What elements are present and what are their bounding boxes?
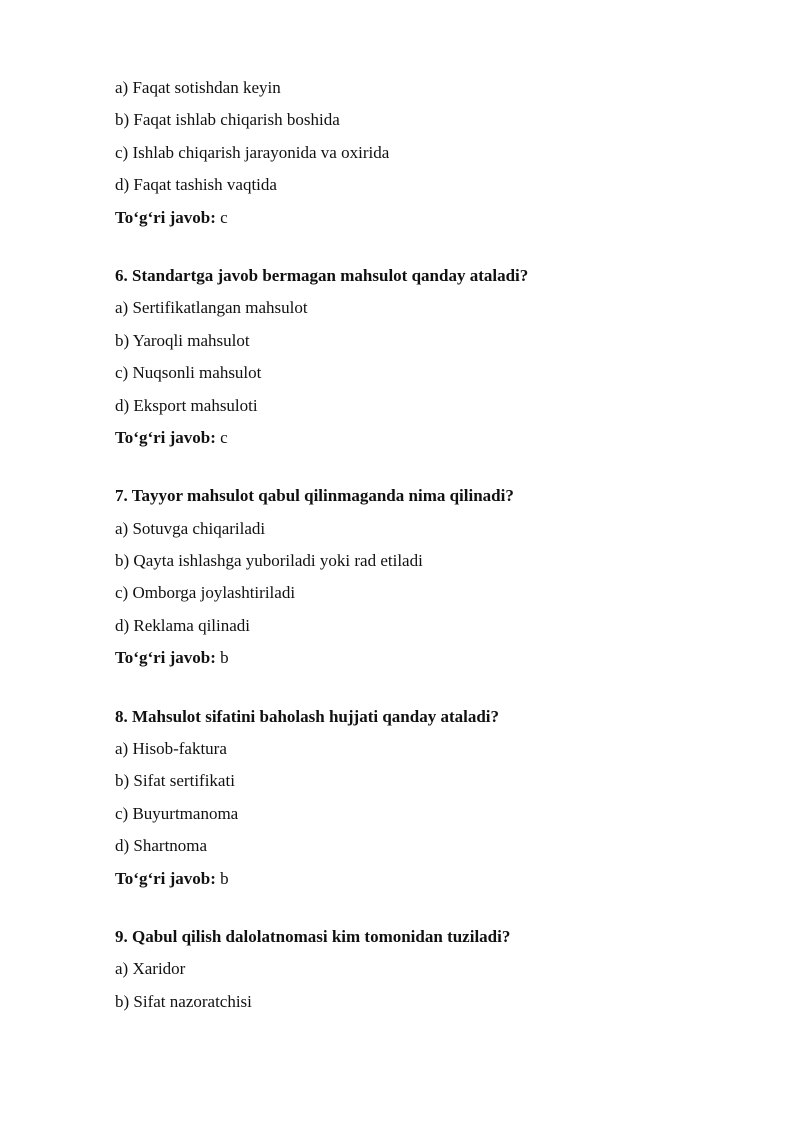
option-a: a) Faqat sotishdan keyin <box>115 78 281 97</box>
correct-answer <box>115 422 735 454</box>
option-b: b) Sifat sertifikati <box>115 771 235 791</box>
correct-answer-value: c <box>220 207 228 227</box>
option-b: b) Yaroqli mahsulot <box>115 330 250 350</box>
option-b: b) Qayta ishlashga yuboriladi yoki rad etiladi <box>115 551 423 571</box>
question-text: 8. Mahsulot sifatini baholash hujjati qanday ataladi? <box>115 706 500 726</box>
question-8 <box>115 701 735 895</box>
correct-answer-label: To‘g‘ri javob: <box>115 868 216 888</box>
option-c: c) Ishlab chiqarish jarayonida va oxirida <box>115 142 390 162</box>
option-d: d) Reklama qilinadi <box>115 615 251 635</box>
option-c: c) Buyurtmanoma <box>115 803 239 823</box>
correct-answer <box>115 202 735 234</box>
option-d: d) Eksport mahsuloti <box>115 395 258 415</box>
question-9 <box>115 921 735 1018</box>
option-a: a) Hisob-faktura <box>115 739 227 759</box>
correct-answer <box>115 863 735 895</box>
correct-answer-value: c <box>220 427 228 447</box>
option-c: c) Nuqsonli mahsulot <box>115 363 262 383</box>
option-d: d) Faqat tashish vaqtida <box>115 175 277 195</box>
correct-answer-value: b <box>220 648 229 668</box>
option-b: b) Faqat ishlab chiqarish boshida <box>115 110 340 130</box>
option-d: d) Shartnoma <box>115 836 208 856</box>
option-a: a) Sotuvga chiqariladi <box>115 518 266 538</box>
option-c: c) Omborga joylashtiriladi <box>115 583 296 603</box>
question-7 <box>115 480 735 674</box>
correct-answer-label: To‘g‘ri javob: <box>115 207 216 227</box>
question-text: 6. Standartga javob bermagan mahsulot qanday ataladi? <box>115 265 529 285</box>
page-content <box>115 72 735 1044</box>
option-a: a) Xaridor <box>115 959 186 979</box>
correct-answer-label: To‘g‘ri javob: <box>115 648 216 668</box>
question-text: 7. Tayyor mahsulot qabul qilinmaganda nima qilinadi? <box>115 486 514 506</box>
option-a: a) Sertifikatlangan mahsulot <box>115 298 308 318</box>
question-6 <box>115 260 735 454</box>
question-5-continuation <box>115 72 735 234</box>
correct-answer-value: b <box>220 868 229 888</box>
option-b: b) Sifat nazoratchisi <box>115 991 252 1011</box>
correct-answer-label: To‘g‘ri javob: <box>115 427 216 447</box>
question-text: 9. Qabul qilish dalolatnomasi kim tomonidan tuziladi? <box>115 926 511 946</box>
correct-answer <box>115 642 735 674</box>
